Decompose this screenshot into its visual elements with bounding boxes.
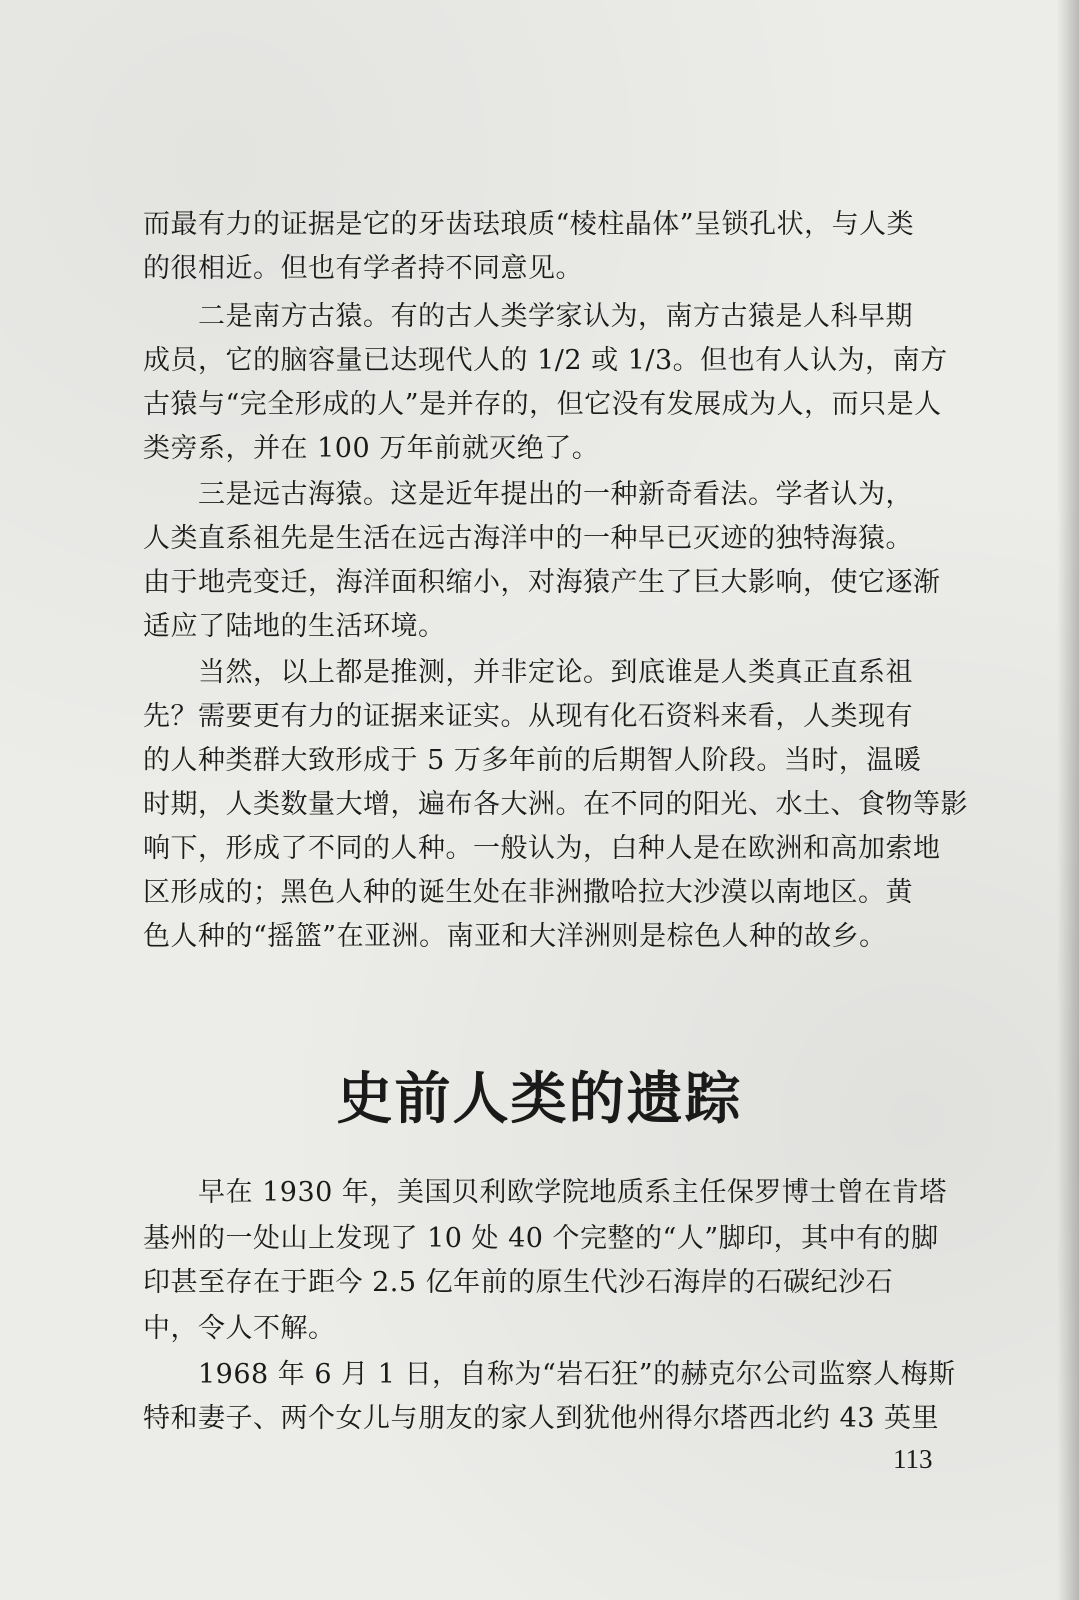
text-line: 区形成的；黑色人种的诞生处在非洲撒哈拉大沙漠以南地区。黄 [143, 877, 913, 908]
text-line: 而最有力的证据是它的牙齿珐琅质“棱柱晶体”呈锁孔状，与人类 [143, 209, 915, 240]
text-line: 基州的一处山上发现了 10 处 40 个完整的“人”脚印，其中有的脚 [143, 1223, 939, 1254]
text-line: 特和妻子、两个女儿与朋友的家人到犹他州得尔塔西北约 43 英里 [143, 1403, 940, 1434]
text-line: 的人种类群大致形成于 5 万多年前的后期智人阶段。当时，温暖 [143, 745, 922, 776]
text-line: 成员，它的脑容量已达现代人的 1/2 或 1/3。但也有人认为，南方 [143, 345, 948, 376]
text-line: 当然，以上都是推测，并非定论。到底谁是人类真正直系祖 [143, 657, 913, 688]
text-line: 1968 年 6 月 1 日，自称为“岩石狂”的赫克尔公司监察人梅斯 [143, 1359, 956, 1390]
text-line: 三是远古海猿。这是近年提出的一种新奇看法。学者认为， [143, 479, 913, 510]
text-line: 中，令人不解。 [143, 1313, 336, 1344]
page-number: 113 [893, 1444, 933, 1474]
text-line: 二是南方古猿。有的古人类学家认为，南方古猿是人科早期 [143, 301, 913, 332]
text-line: 色人种的“摇篮”在亚洲。南亚和大洋洲则是棕色人种的故乡。 [143, 921, 887, 952]
text-line: 适应了陆地的生活环境。 [143, 611, 446, 642]
text-line: 人类直系祖先是生活在远古海洋中的一种早已灭迹的独特海猿。 [143, 523, 913, 554]
page-edge-shadow [1057, 0, 1079, 1600]
text-line: 响下，形成了不同的人种。一般认为，白种人是在欧洲和高加索地 [143, 833, 941, 864]
text-line: 由于地壳变迁，海洋面积缩小，对海猿产生了巨大影响，使它逐渐 [143, 567, 941, 598]
text-line: 时期，人类数量大增，遍布各大洲。在不同的阳光、水土、食物等影 [143, 789, 968, 820]
section-heading: 史前人类的遗踪 [336, 1066, 743, 1132]
text-line: 的很相近。但也有学者持不同意见。 [143, 253, 583, 284]
text-line: 先？需要更有力的证据来证实。从现有化石资料来看，人类现有 [143, 701, 913, 732]
text-line: 印甚至存在于距今 2.5 亿年前的原生代沙石海岸的石碳纪沙石 [143, 1267, 894, 1298]
text-line: 古猿与“完全形成的人”是并存的，但它没有发展成为人，而只是人 [143, 389, 942, 420]
text-line: 类旁系，并在 100 万年前就灭绝了。 [143, 433, 600, 464]
text-line: 早在 1930 年，美国贝利欧学院地质系主任保罗博士曾在肯塔 [143, 1177, 947, 1208]
